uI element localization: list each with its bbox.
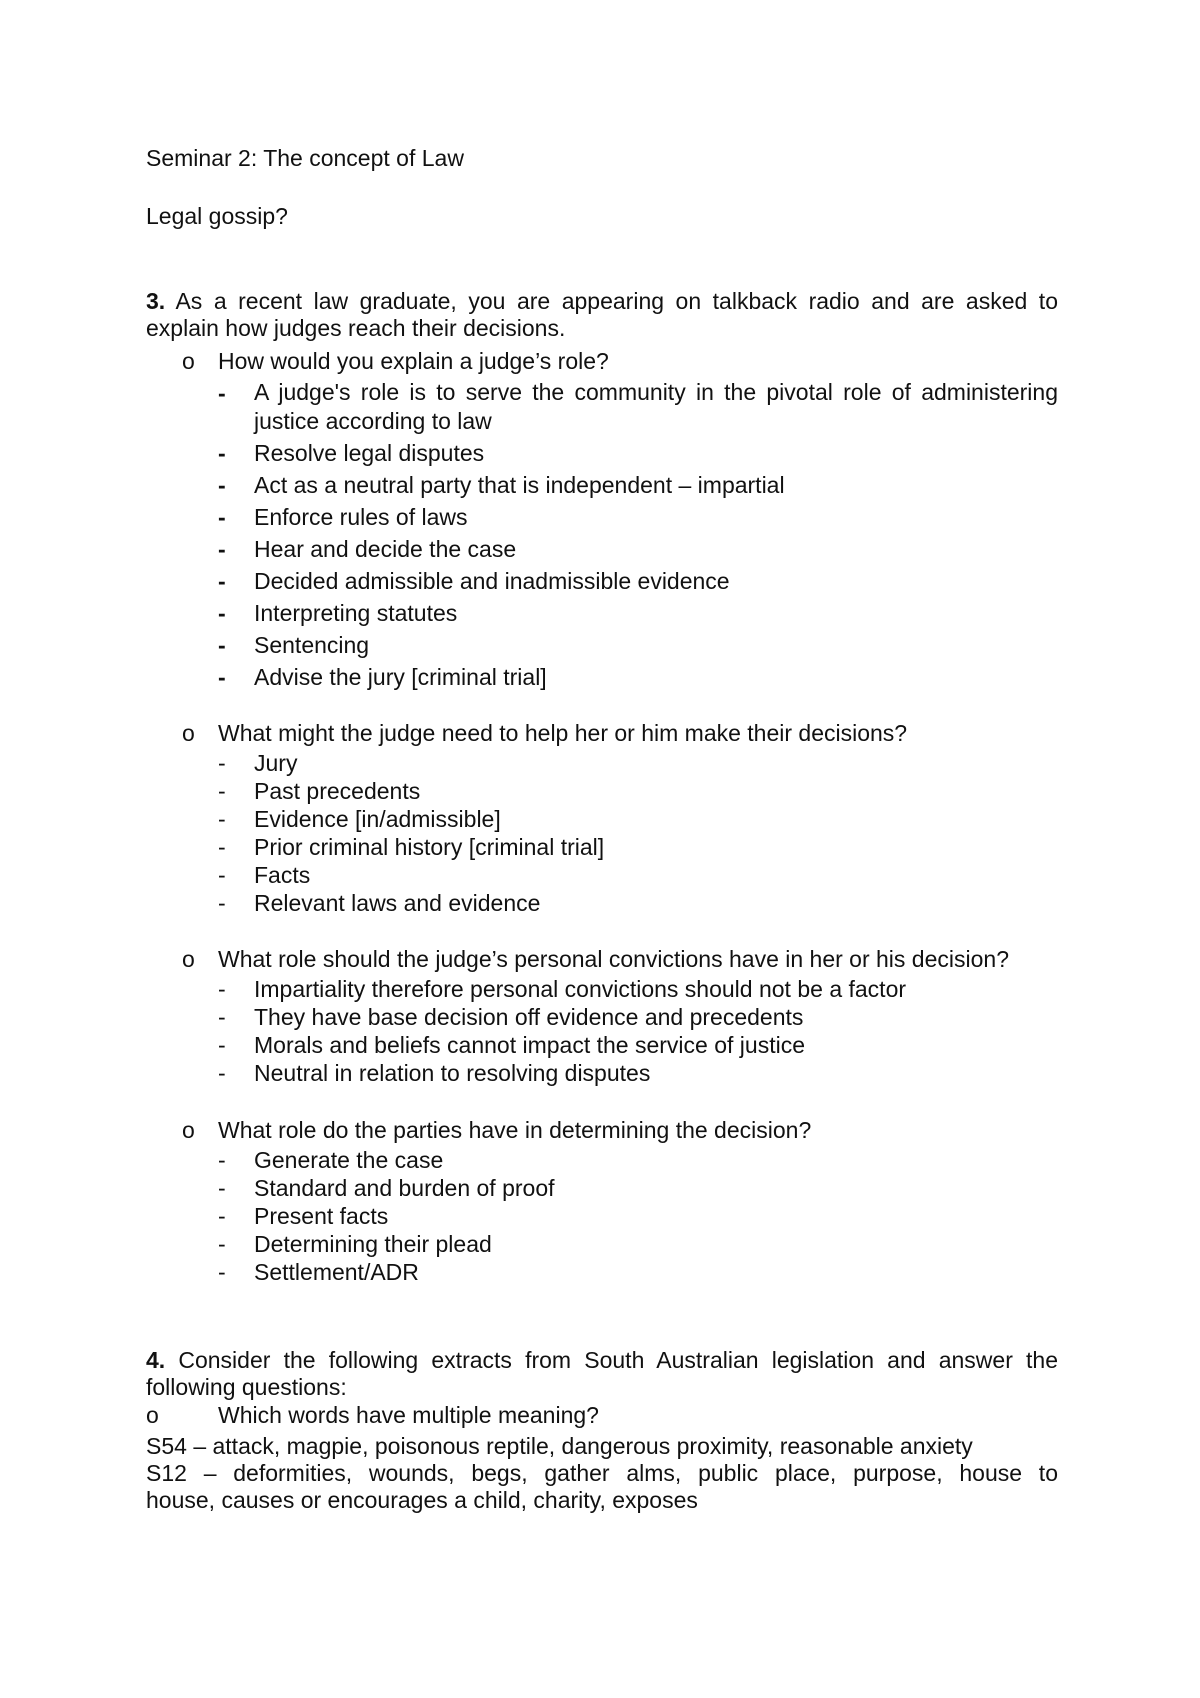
section-3-item-3: Morals and beliefs cannot impact the service of justice — [254, 1032, 805, 1058]
section-2-item-6: Relevant laws and evidence — [254, 890, 541, 916]
dash-icon: - — [218, 1004, 226, 1030]
section-1-item-4: Enforce rules of laws — [254, 504, 468, 530]
section-1-question: How would you explain a judge’s role? — [218, 348, 609, 374]
section-1-item-1: A judge's role is to serve the community in the pivotal role of administering justice according to law — [254, 379, 1058, 434]
dash-icon: - — [218, 440, 226, 466]
question-3-intro-line-2: explain how judges reach their decisions. — [146, 315, 566, 341]
page-title: Seminar 2: The concept of Law — [146, 145, 464, 171]
section-3-item-1: Impartiality therefore personal convictions should not be a factor — [254, 976, 907, 1002]
question-3-number: 3. — [146, 288, 166, 314]
question-3-intro-line-1: 3. As a recent law graduate, you are appearing on talkback radio and are asked to — [146, 288, 1058, 314]
section-1-item-7: Interpreting statutes — [254, 600, 458, 626]
dash-icon: - — [218, 1060, 226, 1086]
dash-icon: - — [218, 380, 226, 406]
section-4-item-4: Determining their plead — [254, 1231, 492, 1257]
section-4-item-5: Settlement/ADR — [254, 1259, 419, 1285]
dash-icon: - — [218, 750, 226, 776]
bullet-icon: o — [182, 1117, 195, 1143]
dash-icon: - — [218, 1231, 226, 1257]
bullet-icon: o — [182, 720, 195, 746]
dash-icon: - — [218, 1259, 226, 1285]
dash-icon: - — [218, 568, 226, 594]
dash-icon: - — [218, 504, 226, 530]
section-1-item-6: Decided admissible and inadmissible evidence — [254, 568, 730, 594]
section-4-item-3: Present facts — [254, 1203, 389, 1229]
section-4-item-2: Standard and burden of proof — [254, 1175, 555, 1201]
question-4-intro-line-1: 4. Consider the following extracts from South Australian legislation and answer the — [146, 1347, 1058, 1373]
section-1-item-8: Sentencing — [254, 632, 370, 658]
section-3-item-4: Neutral in relation to resolving disputes — [254, 1060, 651, 1086]
section-1-item-2: Resolve legal disputes — [254, 440, 485, 466]
dash-icon: - — [218, 600, 226, 626]
dash-icon: - — [218, 890, 226, 916]
section-1-item-5: Hear and decide the case — [254, 536, 517, 562]
s54-answer: S54 – attack, magpie, poisonous reptile, dangerous proximity, reasonable anxiety — [146, 1433, 973, 1459]
section-2-item-4: Prior criminal history [criminal trial] — [254, 834, 605, 860]
section-3-item-2: They have base decision off evidence and precedents — [254, 1004, 804, 1030]
bullet-icon: o — [182, 348, 195, 374]
bullet-icon: o — [146, 1402, 159, 1428]
dash-icon: - — [218, 834, 226, 860]
section-2-item-1: Jury — [254, 750, 298, 776]
dash-icon: - — [218, 1147, 226, 1173]
dash-icon: - — [218, 1175, 226, 1201]
question-3-intro — [146, 288, 1058, 342]
section-3-question: What role should the judge’s personal convictions have in her or his decision? — [218, 946, 1009, 972]
dash-icon: - — [218, 472, 226, 498]
dash-icon: - — [218, 536, 226, 562]
dash-icon: - — [218, 806, 226, 832]
section-2-item-2: Past precedents — [254, 778, 421, 804]
page-subtitle: Legal gossip? — [146, 203, 288, 229]
dash-icon: - — [218, 664, 226, 690]
section-2-item-5: Facts — [254, 862, 311, 888]
dash-icon: - — [218, 1032, 226, 1058]
question-4-subquestion: Which words have multiple meaning? — [218, 1402, 599, 1428]
bullet-icon: o — [182, 946, 195, 972]
question-4-intro — [146, 1347, 1058, 1401]
section-2-question: What might the judge need to help her or him make their decisions? — [218, 720, 908, 746]
dash-icon: - — [218, 632, 226, 658]
dash-icon: - — [218, 862, 226, 888]
section-2-item-3: Evidence [in/admissible] — [254, 806, 501, 832]
section-4-question: What role do the parties have in determining the decision? — [218, 1117, 812, 1143]
dash-icon: - — [218, 976, 226, 1002]
section-4-item-1: Generate the case — [254, 1147, 444, 1173]
question-4-intro-line-2: following questions: — [146, 1374, 347, 1400]
dash-icon: - — [218, 1203, 226, 1229]
dash-icon: - — [218, 778, 226, 804]
s12-answer: S12 – deformities, wounds, begs, gather alms, public place, purpose, house to house, causes or encourages a child, charity, exposes — [146, 1460, 1058, 1513]
question-4-number: 4. — [146, 1347, 166, 1373]
section-1-item-9: Advise the jury [criminal trial] — [254, 664, 547, 690]
section-1-item-3: Act as a neutral party that is independent – impartial — [254, 472, 785, 498]
